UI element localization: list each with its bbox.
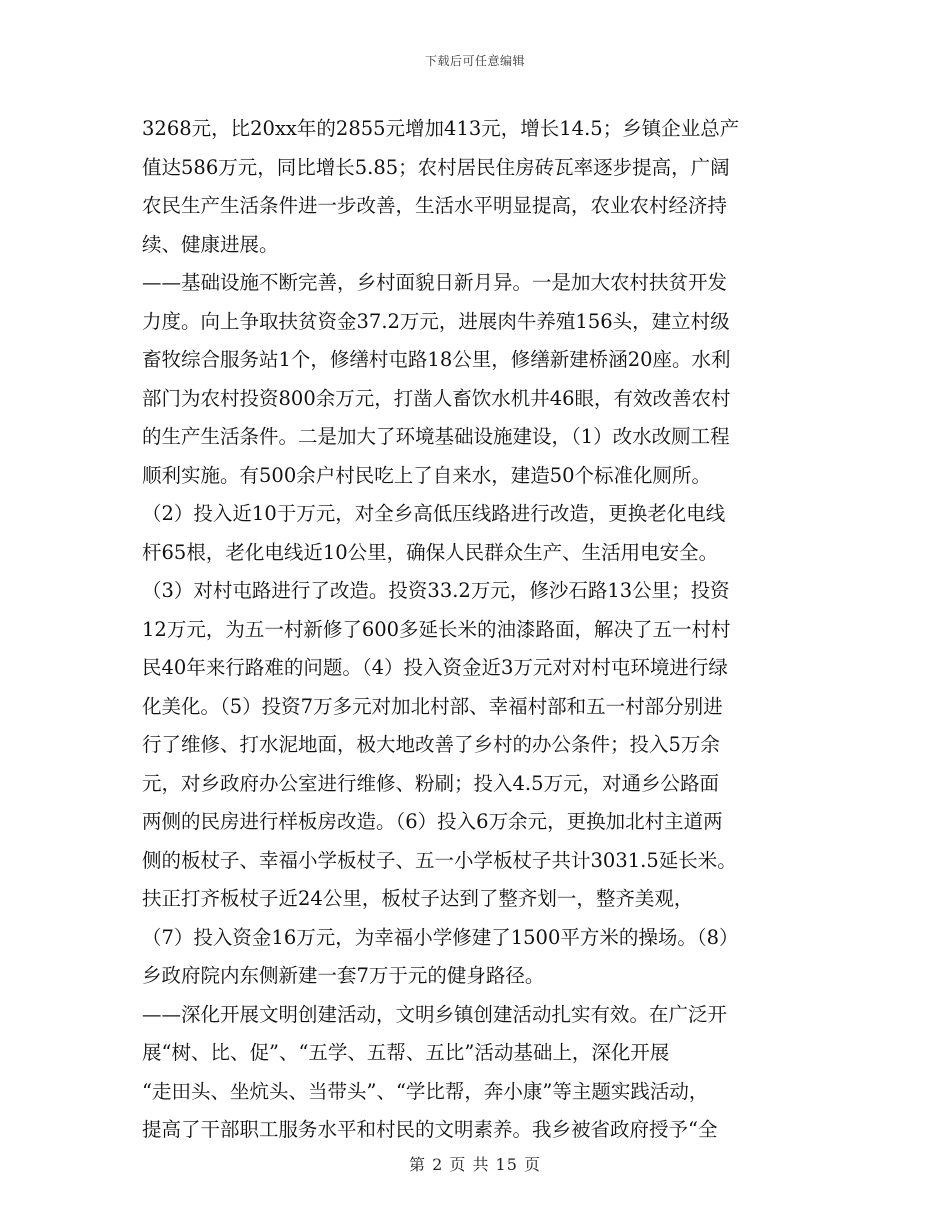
text-line: 畜牧综合服务站1个，修缮村屯路18公里，修缮新建桥涵20座。水利 <box>142 348 731 371</box>
text-line: ——基础设施不断完善，乡村面貌日新月异。一是加大农村扶贫开发 <box>142 271 728 294</box>
text-line: 续、健康进展。 <box>142 232 279 256</box>
text-line: ——深化开展文明创建活动，文明乡镇创建活动扎实有效。在广泛开 <box>142 1002 728 1026</box>
page-header-note: 下载后可任意编辑 <box>424 54 525 68</box>
page-number-footer: 第 2 页 共 15 页 <box>409 1155 541 1174</box>
text-line: 行了维修、打水泥地面，极大地改善了乡村的办公条件；投入5万余 <box>142 733 720 756</box>
text-line: （7）投入资金16万元，为幸福小学修建了1500平方米的操场。（8） <box>142 925 739 949</box>
text-line: 3268元，比20xx年的2855元增加413元，增长14.5；乡镇企业总产 <box>142 117 740 140</box>
text-line: “走田头、坐炕头、当带头”、“学比帮，奔小康”等主题实践活动， <box>142 1079 709 1103</box>
text-line: 值达586万元，同比增长5.85；农村居民住房砖瓦率逐步提高，广阔 <box>142 155 730 179</box>
text-line: 展“树、比、促”、“五学、五帮、五比”活动基础上，深化开展 <box>142 1041 670 1064</box>
text-line: 的生产生活条件。二是加大了环境基础设施建设，（1）改水改厕工程 <box>142 425 730 448</box>
text-line: 农民生产生活条件进一步改善，生活水平明显提高，农业农村经济持 <box>142 194 728 217</box>
text-line: 提高了干部职工服务水平和村民的文明素养。我乡被省政府授予“全 <box>142 1118 718 1141</box>
text-line: 两侧的民房进行样板房改造。（6）投入6万余元，更换加北村主道两 <box>142 810 723 833</box>
text-line: 12万元，为五一村新修了600多延长米的油漆路面，解决了五一村村 <box>142 617 731 641</box>
text-line: 化美化。（5）投资7万多元对加北村部、幸福村部和五一村部分别进 <box>142 694 723 718</box>
text-line: （3）对村屯路进行了改造。投资33.2万元，修沙石路13公里；投资 <box>142 579 730 602</box>
text-line: 力度。向上争取扶贫资金37.2万元，进展肉牛养殖156头，建立村级 <box>142 309 730 333</box>
text-line: 部门为农村投资800余万元，打凿人畜饮水机井46眼，有效改善农村 <box>142 386 731 410</box>
text-line: 元，对乡政府办公室进行维修、粉刷；投入4.5万元，对通乡公路面 <box>142 771 720 795</box>
text-line: （2）投入近10于万元，对全乡高低压线路进行改造，更换老化电线 <box>142 502 726 525</box>
document-body <box>142 110 822 1150</box>
text-line: 顺利实施。有500余户村民吃上了自来水，建造50个标准化厕所。 <box>142 463 712 487</box>
text-line: 乡政府院内东侧新建一套7万于元的健身路径。 <box>142 964 545 987</box>
text-line: 扶正打齐板杖子近24公里，板杖子达到了整齐划一，整齐美观， <box>142 887 694 910</box>
text-line: 杆65根，老化电线近10公里，确保人民群众生产、生活用电安全。 <box>142 540 719 564</box>
text-line: 侧的板杖子、幸福小学板杖子、五一小学板杖子共计3031.5延长米。 <box>142 848 737 872</box>
text-line: 民40年来行路难的问题。（4）投入资金近3万元对对村屯环境进行绿 <box>142 656 728 679</box>
